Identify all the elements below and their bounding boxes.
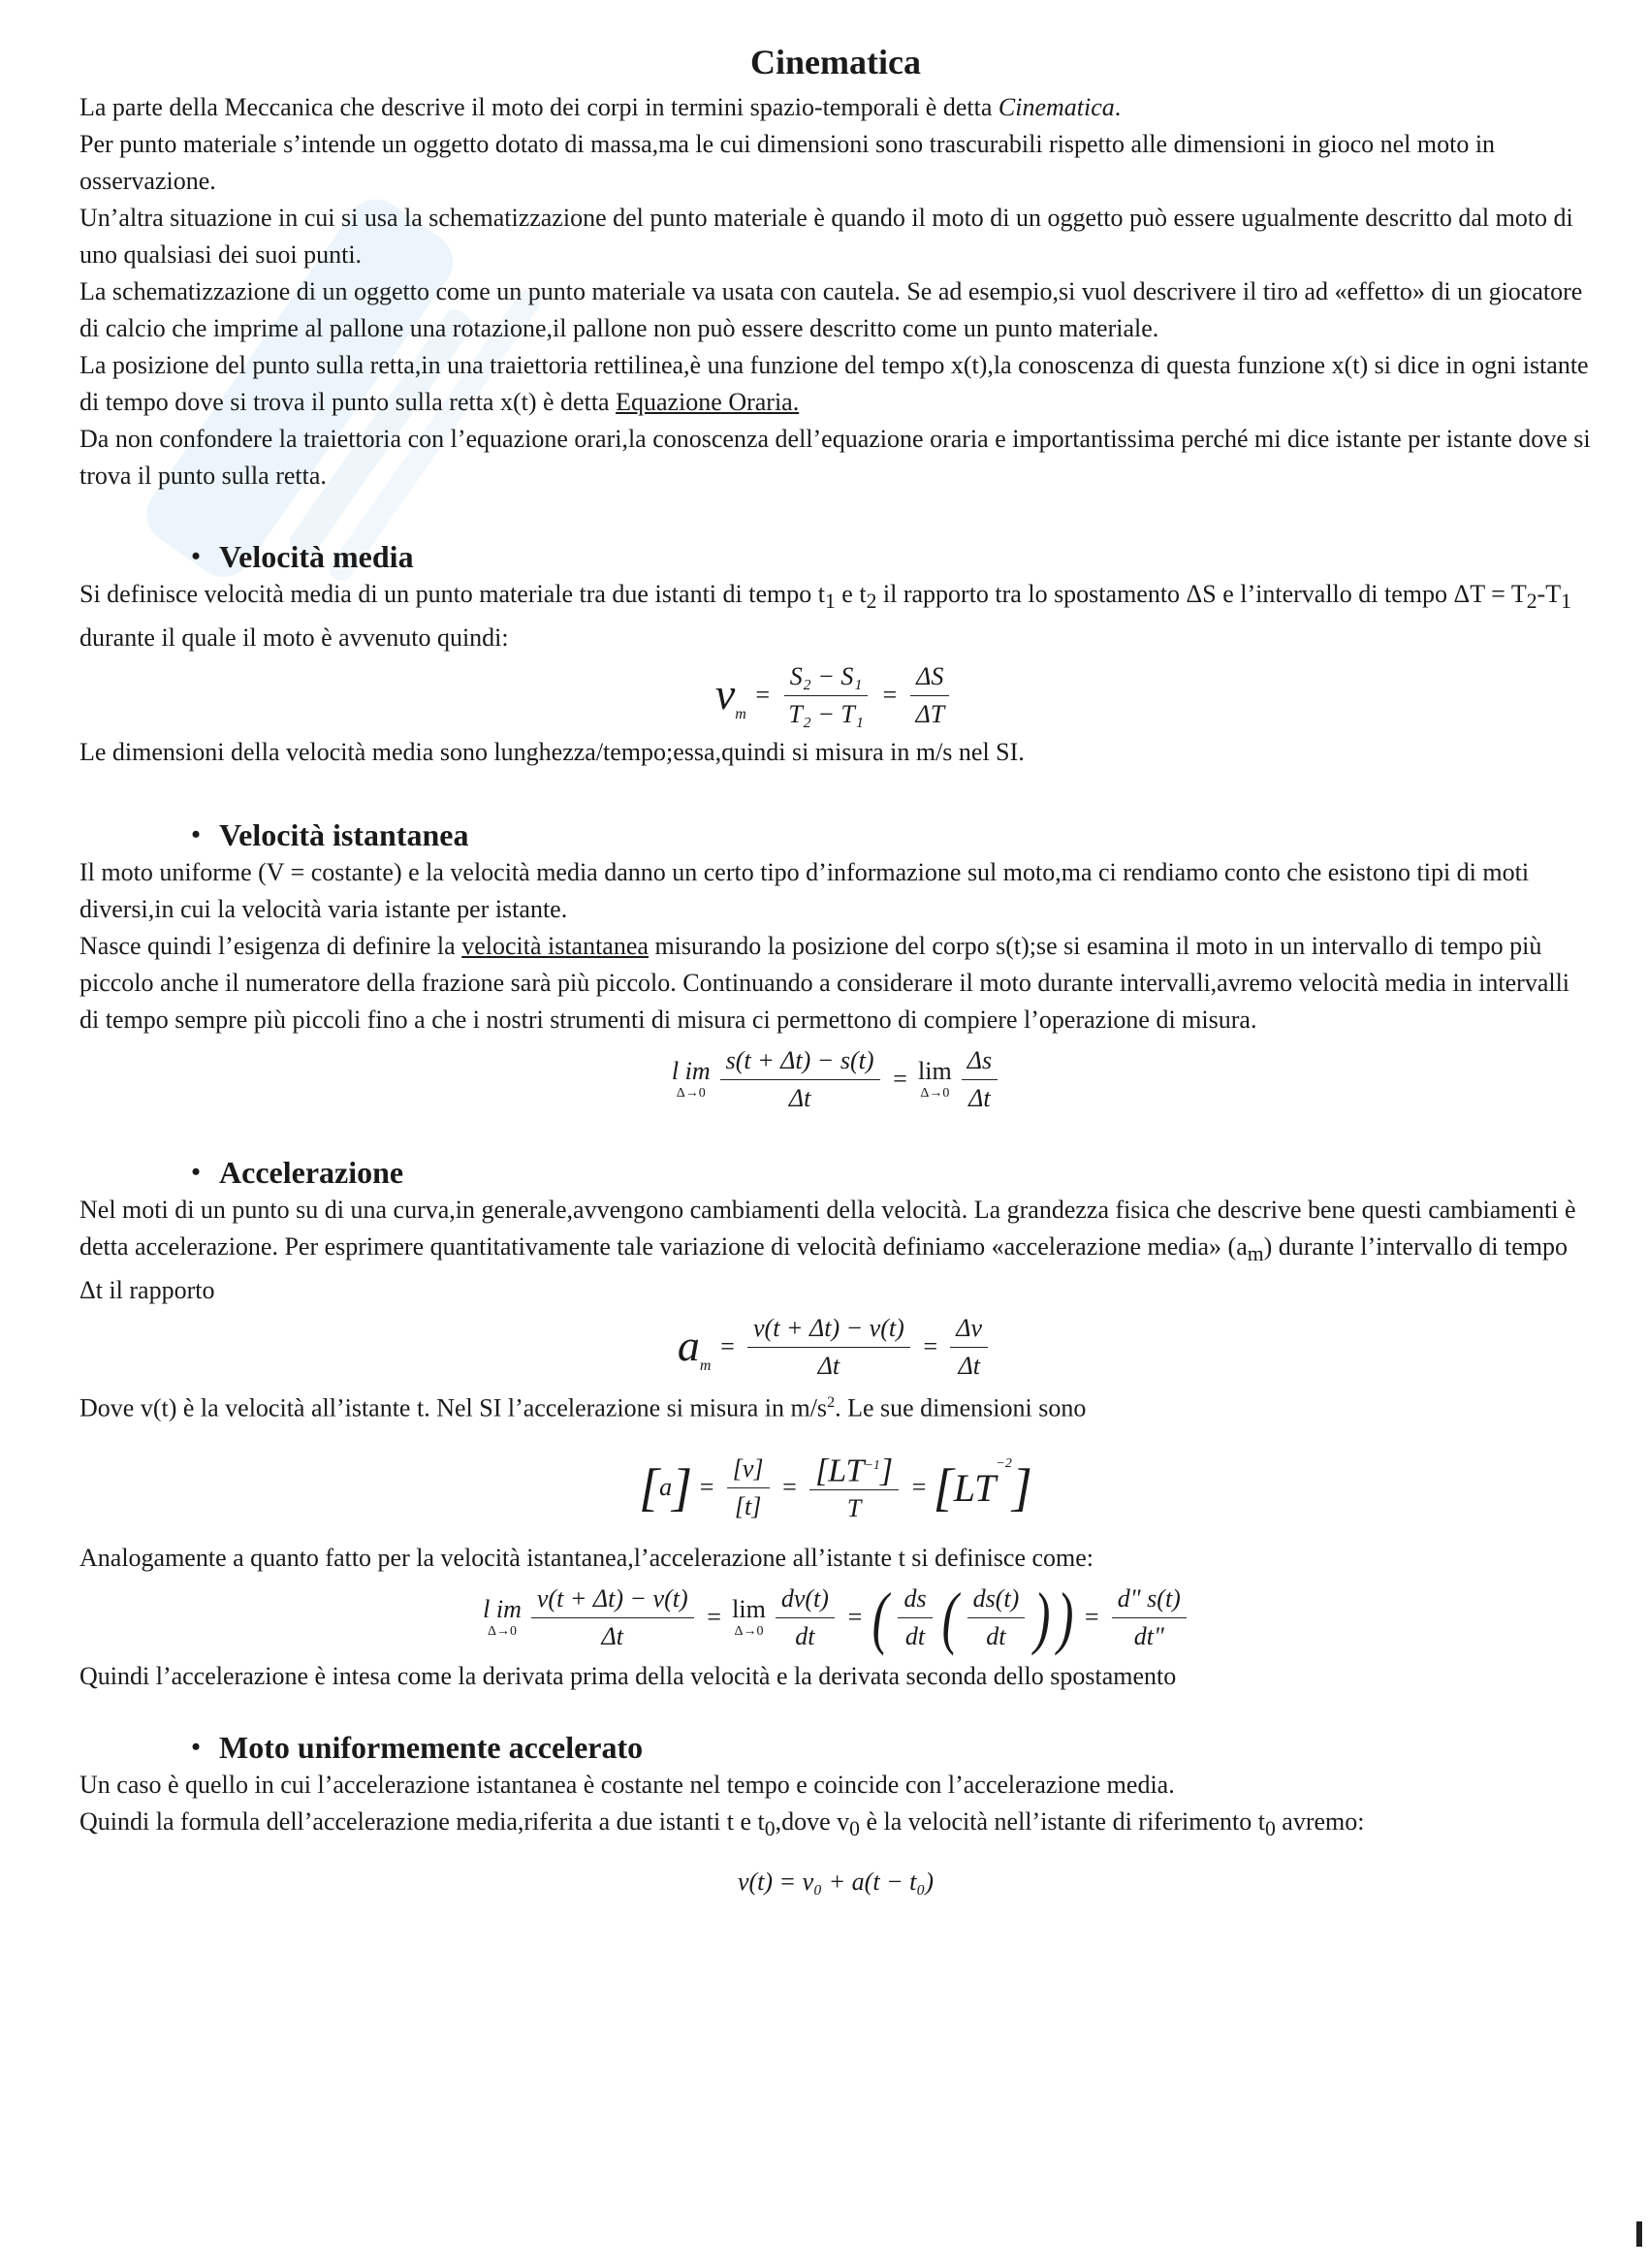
bullet-icon: • [191, 542, 201, 570]
page-title: Cinematica [750, 43, 921, 81]
velocita-istantanea-paragraph-2: Nasce quindi l’esigenza di definire la velocità istantanea misurando la posizione del corpo s(t);se si esamina il moto in un intervallo di tempo più piccolo anche il numeratore della frazione sarà più piccolo. Continuando a considerare il moto durante intervalli,avremo velocità media in intervalli di tempo sempre più piccoli fino a che i nostri strumenti di misura ci permettono di compiere l’operazione di misura. [79, 932, 1570, 1035]
accelerazione-paragraph-2: Dove v(t) è la velocità all’istante t. Nel SI l’accelerazione si misura in $m/s^2$. Le sue dimensioni sono [79, 1394, 1087, 1423]
heading-velocita-media: • Velocità media [79, 537, 1592, 576]
formula-accelerazione-istantanea: l im Δ→0 $\frac{v(t + \Delta t) - v(t)}{\Delta t}$ = lim Δ→0 $\frac{dv(t)}{dt}$ = ( $\frac{ds}{dt}$ ( $\frac{ds(t)}{dt}$ ) ) = $\frac{d" s(t)}{dt"}$ [79, 1577, 1592, 1658]
accelerazione-paragraph-4: Quindi l’accelerazione è intesa come la derivata prima della velocità e la derivata seconda dello spostamento [79, 1662, 1177, 1691]
intro-paragraph-2: Per punto materiale s’intende un oggetto dotato di massa,ma le cui dimensioni sono trascurabili rispetto alle dimensioni in gioco nel moto in osservazione. [79, 130, 1496, 195]
bullet-icon: • [191, 1158, 201, 1187]
page-edge-mark [1636, 2221, 1642, 2247]
formula-velocita-media: $v_m$ = $\frac{\text{S₂ − S₁}}{\text{T₂ − T₁}}$ = $\frac{\Delta S}{\Delta T}$ [79, 656, 1592, 734]
accelerazione-paragraph-1: Nel moti di un punto su di una curva,in generale,avvengono cambiamenti della velocità. La grandezza fisica che descrive bene questi cambiamenti è detta accelerazione. Per esprimere quantitativamente tale variazione di velocità definiamo «accelerazione media» $(a_m)$ durante l’intervallo di tempo Δt il rapporto [79, 1196, 1576, 1305]
intro-paragraph-6: Da non confondere la traiettoria con l’equazione orari,la conoscenza dell’equazione oraria e importantissima perché mi dice istante per istante dove si trova il punto sulla retta. [79, 425, 1591, 490]
heading-accelerazione: • Accelerazione [79, 1153, 1592, 1192]
intro-paragraph-1: La parte della Meccanica che descrive il moto dei corpi in termini spazio-temporali è detta Cinematica. [79, 93, 1122, 121]
intro-paragraph-5: La posizione del punto sulla retta,in una traiettoria rettilinea,è una funzione del tempo x(t),la conoscenza di questa funzione x(t) si dice in ogni istante di tempo dove si trova il punto sulla retta x(t) è detta Equazione Oraria. [79, 351, 1589, 416]
bullet-icon: • [191, 1733, 201, 1762]
document-body [79, 41, 1592, 1911]
formula-dimensioni-accelerazione: [ a ] = $\frac{[v]}{[t]}$ = $\frac{[LT^{-1}]}{T}$ = [ LT $^{-2}$ ] [79, 1435, 1592, 1540]
velocita-media-paragraph-2: Le dimensioni della velocità media sono lunghezza/tempo;essa,quindi si misura in m/s nel SI. [79, 738, 1025, 767]
intro-paragraph-3: Un’altra situazione in cui si usa la schematizzazione del punto materiale è quando il moto di un oggetto può essere ugualmente descritto dal moto di uno qualsiasi dei suoi punti. [79, 204, 1573, 269]
formula-moto-uniformemente-accelerato: v(t) = v₀ + a(t − t₀) [737, 1868, 935, 1897]
moto-uniforme-paragraph-1: Un caso è quello in cui l’accelerazione istantanea è costante nel tempo e coincide con l’accelerazione media. [79, 1771, 1175, 1800]
formula-accelerazione-media: $a_m$ = $\frac{v(t + \Delta t) - v(t)}{\Delta t}$ = $\frac{\Delta v}{\Delta t}$ [79, 1309, 1592, 1385]
velocita-media-paragraph-1: Si definisce velocità media di un punto materiale tra due istanti di tempo $t_1$ e $t_2$ il rapporto tra lo spostamento ΔS e l’intervallo di tempo $\Delta T = T_2-T_1$ durante il quale il moto è avvenuto quindi: [79, 580, 1571, 653]
formula-velocita-istantanea: l im Δ→0 $\frac{s(t + \Delta t) - s(t)}{\Delta t}$ = lim Δ→0 $\frac{\Delta s}{\Delta t}$ [79, 1038, 1592, 1120]
heading-velocita-istantanea: • Velocità istantanea [79, 815, 1592, 854]
moto-uniforme-paragraph-2: Quindi la formula dell’accelerazione media,riferita a due istanti t e $t_0,dove$ $v_0$ è la velocità nell’istante di riferimento $t_0$ avremo: [79, 1807, 1365, 1841]
velocita-istantanea-paragraph-1: Il moto uniforme (V = costante) e la velocità media danno un certo tipo d’informazione sul moto,ma ci rendiamo conto che esistono tipi di moti diversi,in cui la velocità varia istante per istante. [79, 858, 1530, 924]
intro-paragraph-4: La schematizzazione di un oggetto come un punto materiale va usata con cautela. Se ad esempio,si vuol descrivere il tiro ad «effetto» di un giocatore di calcio che imprime al pallone una rotazione,il pallone non può essere descritto come un punto materiale. [79, 277, 1583, 342]
heading-moto-uniformemente-accelerato: • Moto uniformemente accelerato [79, 1728, 1592, 1767]
bullet-icon: • [191, 820, 201, 849]
accelerazione-paragraph-3: Analogamente a quanto fatto per la velocità istantanea,l’accelerazione all’istante t si definisce come: [79, 1544, 1094, 1573]
